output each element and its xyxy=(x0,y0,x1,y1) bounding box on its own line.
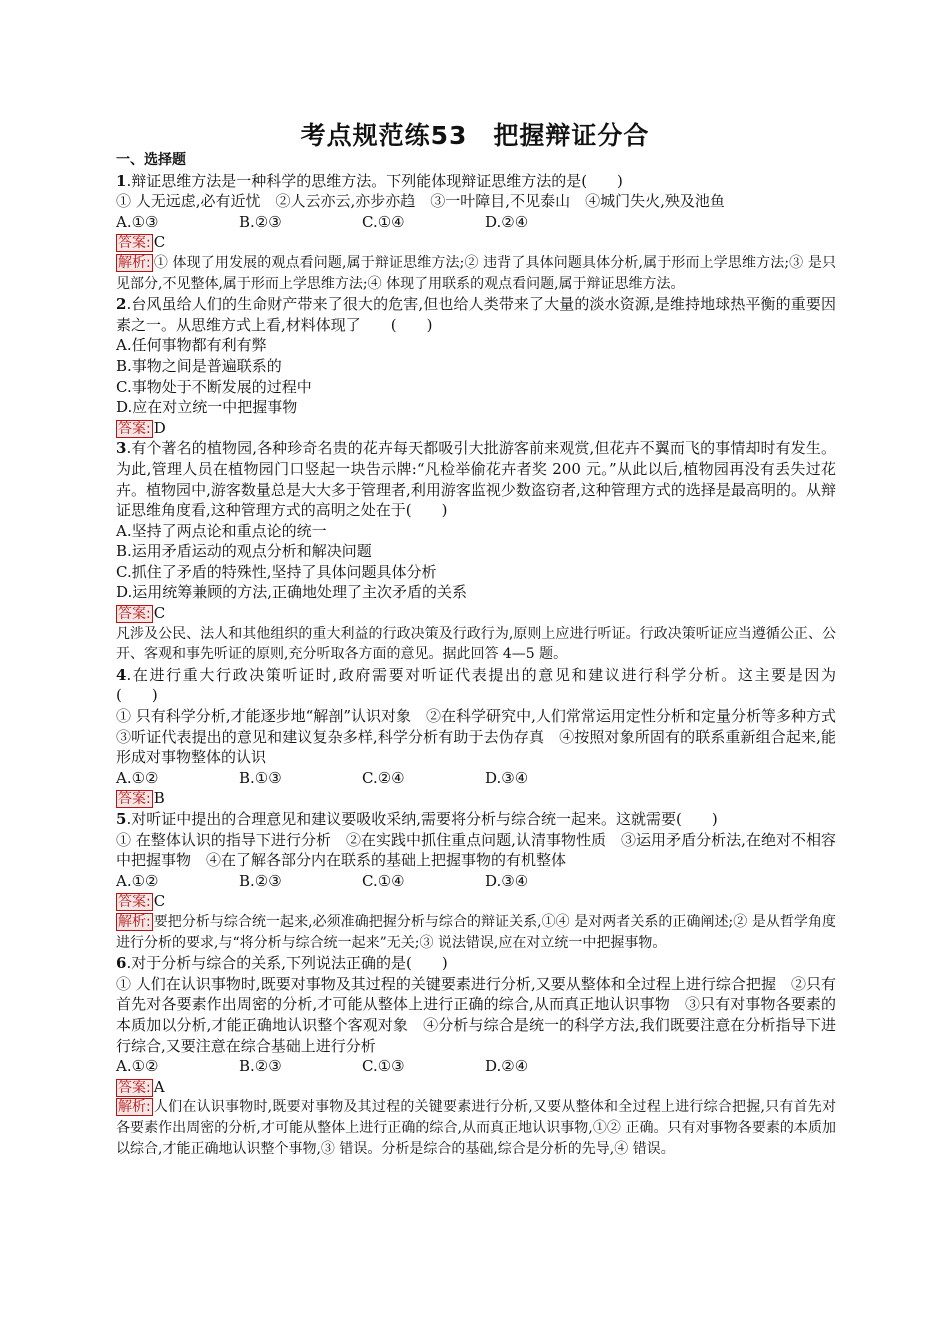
question-6-items: ① 人们在认识事物时,既要对事物及其过程的关键要素进行分析,又要从整体和全过程上进行综合把握 ②只有首先对各要素作出周密的分析,才可能从整体上进行正确的综合,从而真正地认识事物 ③只有对事物各要素的本质加以分析,才能正确地认识整个客观对象 ④分析与综合是统一的科学方法,我们既要注意在分析指导下进行综合,又要注意在综合基础上进行分析 xyxy=(116,974,836,1055)
option-a: A.①② xyxy=(116,871,159,890)
question-5-items: ① 在整体认识的指导下进行分析 ②在实践中抓住重点问题,认清事物性质 ③运用矛盾分析法,在绝对不相容中把握事物 ④在了解各部分内在联系的基础上把握事物的有机整体 xyxy=(116,830,836,870)
question-4-options xyxy=(116,768,836,789)
option-c: C.①④ xyxy=(362,871,405,890)
analysis-text: 人们在认识事物时,既要对事物及其过程的关键要素进行分析,又要从整体和全过程上进行综合把握,只有首先对各要素作出周密的分析,才可能从整体上进行正确的综合,从而真正地认识事物,①② 正确。只有对事物各要素的本质加以综合,才能正确地认识整个事物,③ 错误。分析是综合的基础,综合是分析的先导,④ 错误。 xyxy=(116,1099,836,1157)
passage-4-5: 凡涉及公民、法人和其他组织的重大利益的行政决策及行政行为,原则上应进行听证。行政决策听证应当遵循公正、公开、客观和事先听证的原则,充分听取各方面的意见。据此回答 4—5 题。 xyxy=(116,625,836,663)
answer-value: B xyxy=(153,789,165,808)
question-3-stem xyxy=(116,438,836,520)
option-c: C.①③ xyxy=(362,1057,405,1076)
option-b: B.②③ xyxy=(239,212,282,231)
analysis-text: 要把分析与综合统一起来,必须准确把握分析与综合的辩证关系,①④ 是对两者关系的正确阐述;② 是从哲学角度进行分析的要求,与“将分析与综合统一起来”无关;③ 说法错误,应在对立统一中把握事物。 xyxy=(116,913,836,951)
question-1-stem xyxy=(116,171,836,192)
page-title: 考点规范练53 把握辩证分合 xyxy=(300,121,650,150)
question-6-stem xyxy=(116,953,836,974)
question-text: .对听证中提出的合理意见和建议要吸收采纳,需要将分析与综合统一起来。这就需要( ) xyxy=(126,810,718,828)
question-1-items: ① 人无远虑,必有近忧 ②人云亦云,亦步亦趋 ③一叶障目,不见泰山 ④城门失火,殃及池鱼 xyxy=(116,192,725,211)
question-1-analysis xyxy=(116,253,836,294)
answer-value: D xyxy=(153,418,166,437)
answer-tag: 答案: xyxy=(118,1079,151,1096)
question-4-items: ① 只有科学分析,才能逐步地“解剖”认识对象 ②在科学研究中,人们常常运用定性分析和定量分析等多种方式 ③听证代表提出的意见和建议复杂多样,科学分析有助于去伪存真 ④按照对象所固有的联系重新组合起来,能形成对事物整体的认识 xyxy=(116,707,852,767)
question-number: 4 xyxy=(116,665,127,684)
answer-value: A xyxy=(153,1077,165,1096)
option-c: C.①④ xyxy=(362,212,405,231)
question-number: 6 xyxy=(116,954,127,973)
option-a: A.坚持了两点论和重点论的统一 xyxy=(116,521,327,540)
question-6-analysis xyxy=(116,1097,836,1159)
option-b: B.②③ xyxy=(239,871,282,890)
question-text: .对于分析与综合的关系,下列说法正确的是( ) xyxy=(126,954,448,973)
question-text: .有个著名的植物园,各种珍奇名贵的花卉每天都吸引大批游客前来观赏,但花卉不翼而飞的事情却时有发生。为此,管理人员在植物园门口竖起一块告示牌:“凡检举偷花卉者奖 200 元。”从此以后,植物园再没有丢失过花卉。植物园中,游客数量总是大大多于管理者,利用游客监视少数盗窃者,这种管理方式的选择是最高明的。从辩证思维角度看,这种管理方式的高明之处在于( ) xyxy=(116,439,836,520)
option-a: A.任何事物都有利有弊 xyxy=(116,336,267,355)
question-4-stem xyxy=(116,665,897,706)
question-5-answer xyxy=(116,891,836,912)
option-d: D.③④ xyxy=(485,871,529,890)
question-4-answer xyxy=(116,788,836,809)
question-2-stem xyxy=(116,294,836,335)
option-a: A.①② xyxy=(116,1057,159,1076)
section-heading: 一、选择题 xyxy=(116,152,186,168)
question-1-options xyxy=(116,212,836,233)
option-c: C.事物处于不断发展的过程中 xyxy=(116,377,312,396)
answer-tag: 答案: xyxy=(118,606,151,623)
analysis-tag: 解析: xyxy=(118,254,151,271)
answer-tag: 答案: xyxy=(118,894,151,911)
content-body xyxy=(116,150,897,1159)
answer-tag: 答案: xyxy=(118,420,151,437)
question-text: .台风虽给人们的生命财产带来了很大的危害,但也给人类带来了大量的淡水资源,是维持地球热平衡的重要因素之一。从思维方式上看,材料体现了 ( ) xyxy=(116,295,836,334)
question-1-answer xyxy=(116,232,836,253)
option-c: C.抓住了矛盾的特殊性,坚持了具体问题具体分析 xyxy=(116,562,437,581)
option-b: B.事物之间是普遍联系的 xyxy=(116,356,282,375)
option-d: D.应在对立统一中把握事物 xyxy=(116,398,298,417)
option-b: B.运用矛盾运动的观点分析和解决问题 xyxy=(116,542,372,561)
option-d: D.②④ xyxy=(485,1057,529,1076)
analysis-text: ① 体现了用发展的观点看问题,属于辩证思维方法;② 违背了具体问题具体分析,属于形而上学思维方法;③ 是只见部分,不见整体,属于形而上学思维方法;④ 体现了用联系的观点看问题,属于辩证思维方法。 xyxy=(116,254,836,292)
analysis-tag: 解析: xyxy=(118,1099,151,1116)
question-5-stem xyxy=(116,809,836,830)
question-5-analysis xyxy=(116,912,836,953)
question-number: 5 xyxy=(116,810,127,828)
option-d: D.③④ xyxy=(485,768,529,787)
question-6-options xyxy=(116,1056,836,1077)
answer-value: C xyxy=(153,233,166,252)
option-d: D.运用统筹兼顾的方法,正确地处理了主次矛盾的关系 xyxy=(116,583,468,602)
answer-value: C xyxy=(153,604,166,623)
analysis-tag: 解析: xyxy=(118,913,151,930)
answer-value: C xyxy=(153,892,166,911)
option-d: D.②④ xyxy=(485,212,529,231)
question-3-answer xyxy=(116,603,836,624)
question-5-options xyxy=(116,871,836,892)
option-b: B.①③ xyxy=(239,768,282,787)
question-number: 2 xyxy=(116,295,127,314)
option-a: A.①② xyxy=(116,768,159,787)
question-6-answer xyxy=(116,1077,836,1098)
question-text: .在进行重大行政决策听证时,政府需要对听证代表提出的意见和建议进行科学分析。这主要是因为 ( ) xyxy=(116,665,897,705)
option-b: B.②③ xyxy=(239,1057,282,1076)
answer-tag: 答案: xyxy=(118,235,151,252)
option-c: C.②④ xyxy=(362,768,405,787)
question-text: .辩证思维方法是一种科学的思维方法。下列能体现辩证思维方法的是( ) xyxy=(126,171,623,190)
question-number: 3 xyxy=(116,439,127,458)
option-a: A.①③ xyxy=(116,212,159,231)
answer-tag: 答案: xyxy=(118,791,151,808)
question-number: 1 xyxy=(116,171,127,190)
question-2-answer xyxy=(116,418,836,439)
